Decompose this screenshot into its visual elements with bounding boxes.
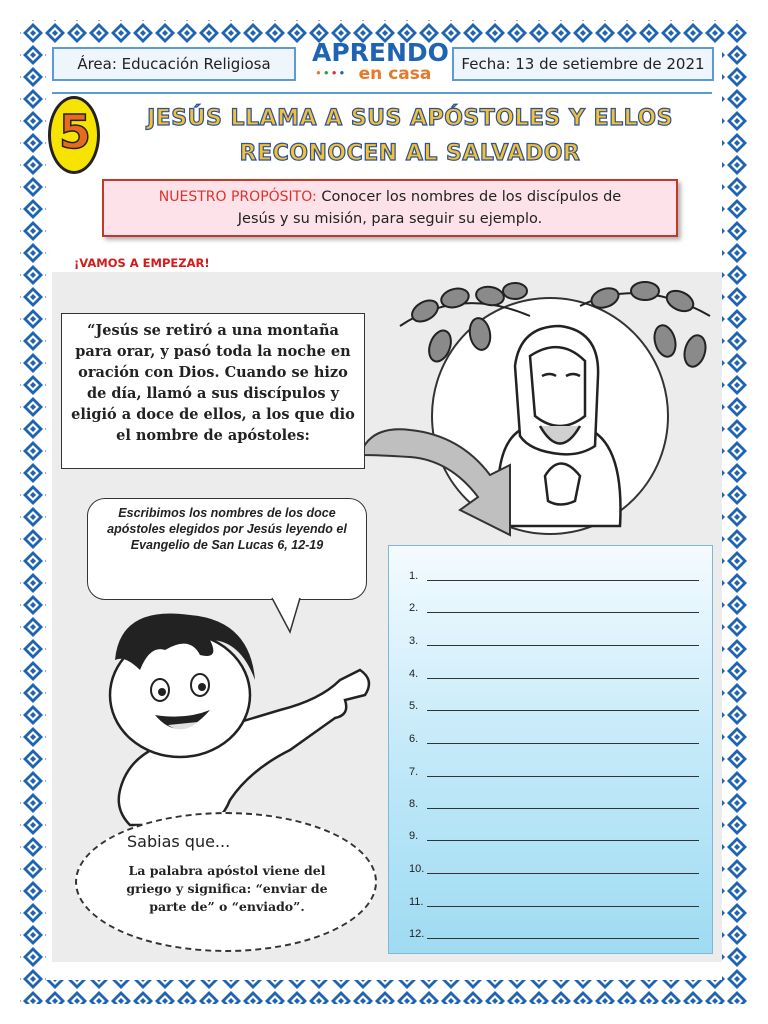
answer-row[interactable]	[409, 696, 705, 716]
instruction-speech-bubble	[87, 498, 367, 600]
did-you-know-box	[75, 812, 377, 952]
purpose-label: NUESTRO PROPÓSITO:	[158, 189, 317, 205]
did-you-know-text: La palabra apóstol viene del griego y significa: “enviar de parte de” o “enviado”.	[126, 863, 328, 914]
gospel-quote-box	[61, 313, 365, 469]
answer-number: 5.	[409, 700, 419, 712]
start-label: ¡VAMOS A EMPEZAR!	[74, 256, 210, 270]
answer-line[interactable]	[427, 776, 699, 777]
instruction-text: Escribimos los nombres de los doce apóstoles elegidos por Jesús leyendo el Evangelio de San Lucas 6, 12-19	[107, 506, 347, 552]
page-title-line-2: RECONOCEN AL SALVADOR	[239, 141, 581, 166]
answer-row[interactable]	[409, 859, 705, 879]
answer-number: 7.	[409, 766, 419, 778]
answer-row[interactable]	[409, 892, 705, 912]
purpose-text-2: Jesús y su misión, para seguir su ejemplo.	[237, 211, 543, 227]
answer-line[interactable]	[427, 906, 699, 907]
answer-number: 1.	[409, 570, 419, 582]
answer-number: 10.	[409, 863, 425, 875]
answer-row[interactable]	[409, 631, 705, 651]
lesson-number-badge	[48, 96, 100, 174]
answer-line[interactable]	[427, 743, 699, 744]
arrow-illustration	[350, 415, 550, 545]
aprendo-en-casa-logo	[312, 38, 449, 92]
logo-title: APRENDO	[312, 38, 449, 67]
answer-row[interactable]	[409, 664, 705, 684]
answer-number: 12.	[409, 928, 425, 940]
gospel-quote-text: “Jesús se retiró a una montaña para orar, y pasó toda la noche en oración con Dios. Cuando se hizo de día, llamó a sus discípulos y eligió a doce de ellos, a los que dio el nombre de apóstoles:	[71, 322, 355, 444]
answer-line[interactable]	[427, 612, 699, 613]
date-label: Fecha: 13 de setiembre de 2021	[461, 55, 705, 73]
answer-number: 8.	[409, 798, 419, 810]
answer-line[interactable]	[427, 710, 699, 711]
did-you-know-heading: Sabias que...	[127, 832, 231, 851]
answer-row[interactable]	[409, 566, 705, 586]
answer-row[interactable]	[409, 794, 705, 814]
date-box	[452, 47, 714, 81]
answer-line[interactable]	[427, 645, 699, 646]
answer-line[interactable]	[427, 678, 699, 679]
answer-row[interactable]	[409, 924, 705, 944]
area-label: Área: Educación Religiosa	[77, 55, 271, 73]
apostles-answer-panel	[388, 545, 713, 954]
answer-row[interactable]	[409, 762, 705, 782]
answer-row[interactable]	[409, 729, 705, 749]
answer-line[interactable]	[427, 808, 699, 809]
area-box	[52, 47, 296, 81]
answer-number: 6.	[409, 733, 419, 745]
answer-number: 4.	[409, 668, 419, 680]
lesson-number: 5	[59, 105, 92, 159]
answer-row[interactable]	[409, 598, 705, 618]
answer-number: 9.	[409, 830, 419, 842]
answer-row[interactable]	[409, 826, 705, 846]
purpose-text-1: Conocer los nombres de los discípulos de	[321, 189, 622, 205]
answer-number: 2.	[409, 602, 419, 614]
logo-dots-icon: ●●●●	[316, 68, 348, 77]
purpose-box	[102, 179, 678, 237]
logo-subtitle: en casa	[358, 64, 432, 84]
answer-line[interactable]	[427, 873, 699, 874]
answer-number: 3.	[409, 635, 419, 647]
pointing-boy-illustration	[80, 600, 380, 830]
answer-line[interactable]	[427, 580, 699, 581]
answer-number: 11.	[409, 896, 424, 908]
answer-line[interactable]	[427, 840, 699, 841]
page-title-line-1: JESÚS LLAMA A SUS APÓSTOLES Y ELLOS	[147, 106, 673, 131]
header-divider	[52, 92, 712, 94]
answer-line[interactable]	[427, 938, 699, 939]
